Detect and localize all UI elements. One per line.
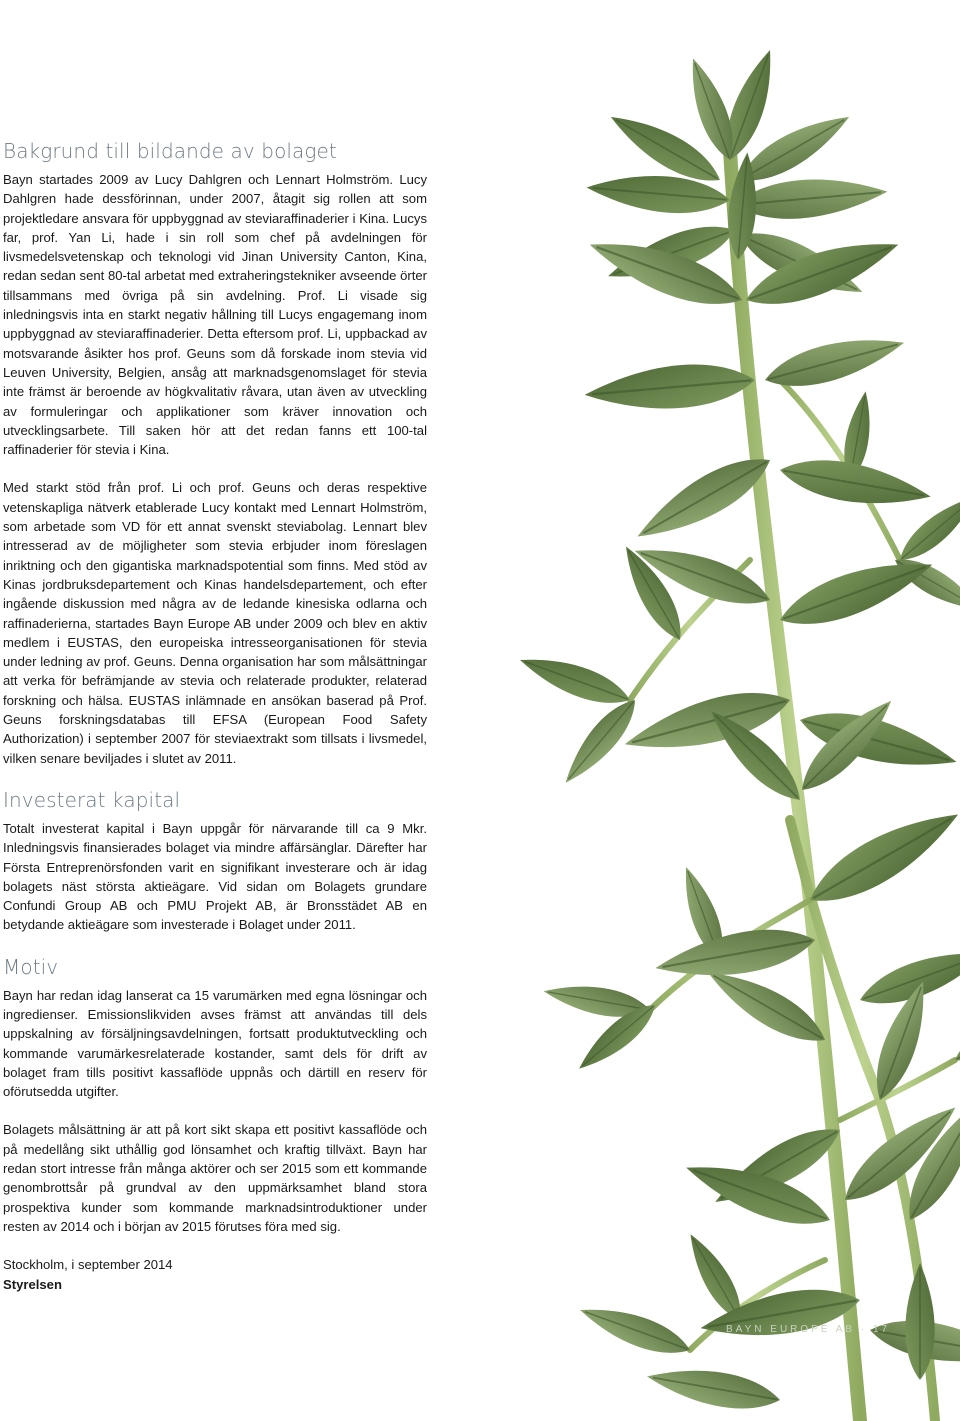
section-heading: Bakgrund till bildande av bolaget <box>3 139 337 163</box>
signature-place-date: Stockholm, i september 2014 <box>3 1257 173 1273</box>
section-heading: Motiv <box>3 954 59 979</box>
body-paragraph: Totalt investerat kapital i Bayn uppgår för närvarande till ca 9 Mkr. Inledningsvis finansierades bolaget via mindre affärsänglar. Därefter har Första Entreprenörsfonden varit en signifikant investerare och är idag bolagets näst största aktieägare. Vid sidan om Bolagets grundare Confundi Group AB och PMU Projekt AB, är Bronsstädet AB en betydande aktieägare som investerade i Bolaget under 2011. <box>3 820 427 933</box>
body-paragraph: Bayn har redan idag lanserat ca 15 varumärken med egna lösningar och ingredienser. Emissionslikviden avses främst att användas till dels uppskalning av försäljningsavdelningen, fortsatt produktutveckling och kommande varumärkesrelaterade kostander, samt dels för drift av bolaget fram tills positivt kassaflöde uppnås och därtill en reserv för oförutsedda utgifter. <box>3 987 427 1100</box>
signature-block <box>3 1255 427 1294</box>
footer-separator: · <box>860 1324 873 1335</box>
body-paragraph: Bayn startades 2009 av Lucy Dahlgren och Lennart Holmström. Lucy Dahlgren hade dessförinnan, under 2007, åtagit sig rollen att som projektledare ansvara för uppbyggnad av steviaraffinaderier i Kina. Lucys far, prof. Yan Li, hade i sin roll som chef på avdelningen för livsmedelsvetenskap och teknologi vid Jinan University Canton, Kina, redan sedan sent 80-tal arbetat med extraheringstekniker avseende örter tillsammans med övriga på sin avdelning. Prof. Li visade sig inledningsvis inta en starkt negativ hållning till Lucys engagemang inom uppbyggnad av steviaraffinaderier. Detta eftersom prof. Li, uppbackad av motsvarande åsikter hos prof. Geuns som då forskade inom stevia vid Leuven University, Belgien, ansåg att marknadsgenomslaget för stevia inte främst är beroende av högkvalitativ råvara, utan även av utveckling av formuleringar och applikationer som kräver innovation och utvecklingsarbete. Till saken hör att det redan fanns ett 100-tal raffinaderier för stevia i Kina. <box>3 172 427 458</box>
section-background <box>3 138 427 768</box>
stevia-plant-image <box>480 0 960 1421</box>
section-heading: Investerat kapital <box>3 787 181 812</box>
section-motive <box>3 954 427 1237</box>
page-footer <box>726 1324 890 1335</box>
footer-page-number: 17 <box>872 1324 891 1335</box>
section-invested-capital <box>3 787 427 935</box>
text-column <box>3 138 427 1294</box>
footer-company: BAYN EUROPE AB <box>726 1324 856 1335</box>
body-paragraph: Med starkt stöd från prof. Li och prof. Geuns och deras respektive vetenskapliga nätverk etablerade Lucy kontakt med Lennart Holmström, som arbetade som VD för ett annat svenskt steviabolag. Lennart blev intresserad av de möjligheter som stevia erbjuder inom föreslagen inriktning och den gigantiska marknadspotential som finns. Med stöd av Kinas jordbruksdepartement och Kinas handelsdepartement, och efter ingående diskussion med några av de ledande kinesiska odlarna och raffinaderierna, startades Bayn Europe AB under 2009 och blev en aktiv medlem i EUSTAS, den europeiska intresseorganisationen för stevia under ledning av prof. Geuns. Denna organisation har som målsättningar att verka för befrämjande av stevia och relaterade produkter, relaterad forskning och hälsa. EUSTAS inlämnade en ansökan baserad på Prof. Geuns forskningsdatabas till EFSA (European Food Safety Authorization) i september 2007 för steviaextrakt som tillsats i livsmedel, vilken senare beviljades i slutet av 2011. <box>3 480 427 766</box>
body-paragraph: Bolagets målsättning är att på kort sikt skapa ett positivt kassaflöde och på medellång sikt uthållig god lönsamhet och kraftig tillväxt. Bayn har redan stort intresse från många aktörer och ser 2015 som ett kommande genombrottsår på grundval av den uppmärksamhet bland stora prospektiva kunder som kommande marknadsintroduktioner under resten av 2014 och i början av 2015 förutses föra med sig. <box>3 1122 427 1234</box>
signature-board: Styrelsen <box>3 1276 62 1292</box>
